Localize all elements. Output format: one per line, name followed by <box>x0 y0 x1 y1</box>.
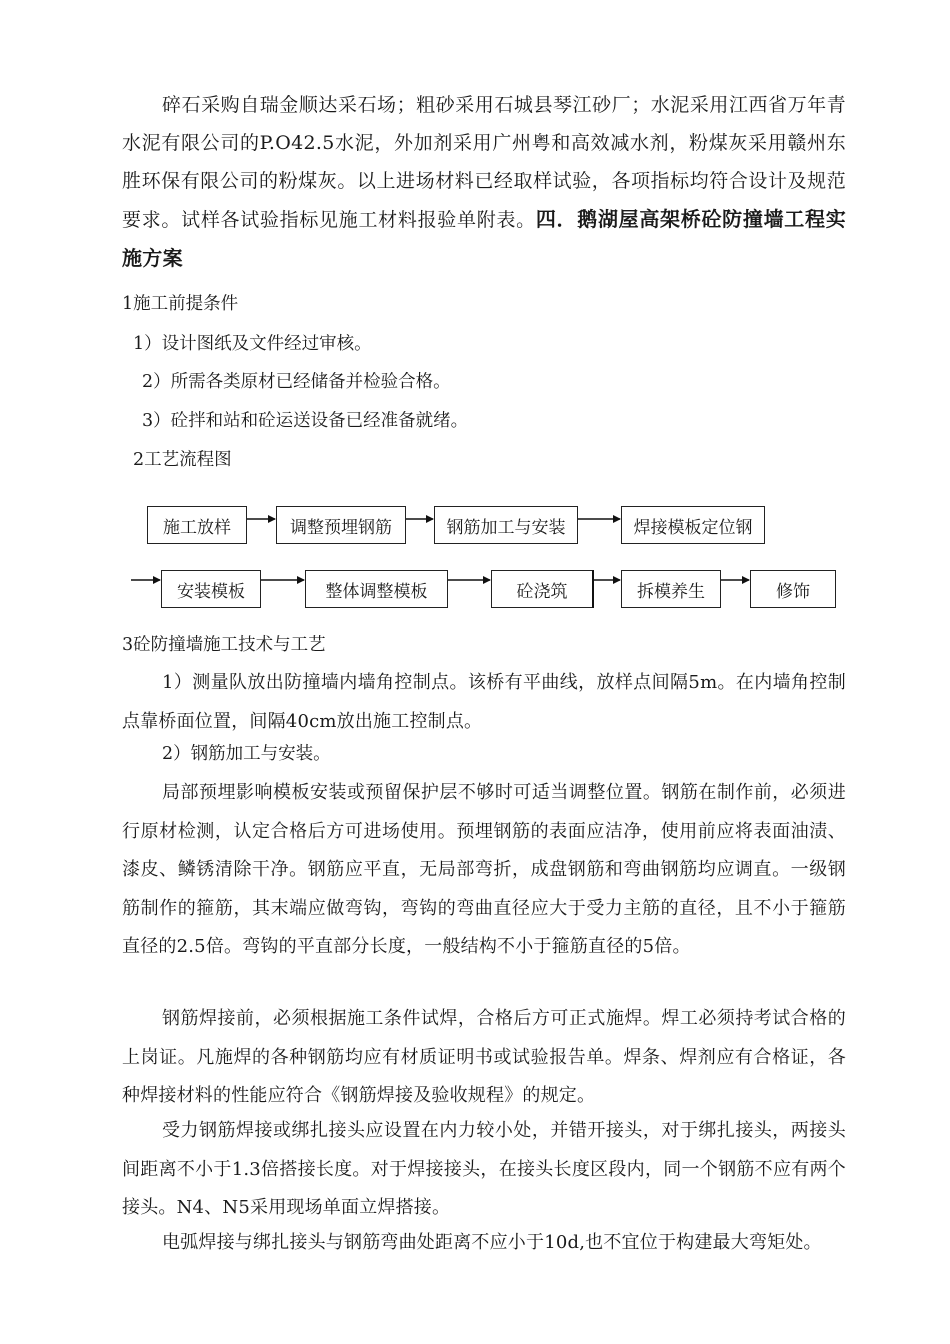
intro-text: 碎石采购自瑞金顺达采石场；粗砂采用石城县琴江砂厂；水泥采用江西省万年青水泥有限公司的P.O42.5水泥，外加剂采用广州粤和高效减水剂，粉煤灰采用赣州东胜环保有限公司的粉煤灰。以上进场材料已经取样试验，各项指标均符合设计及规范要求。试样各试验指标见施工材料报验单附表。 <box>122 94 846 231</box>
section1-title: 1施工前提条件 <box>122 294 239 314</box>
section-heading: 四．鹅湖屋高架桥砼防撞墙工程实施方案 <box>122 207 847 270</box>
section1-item-2: 2）所需各类原材已经储备并检验合格。 <box>142 372 451 392</box>
section1-item-3: 3）砼拌和站和砼运送设备已经准备就绪。 <box>142 411 469 431</box>
flow-step-2: 调整预埋钢筋 <box>276 506 406 544</box>
section1-item-1: 1）设计图纸及文件经过审核。 <box>133 334 372 354</box>
section3-para-3: 受力钢筋焊接或绑扎接头应设置在内力较小处，并错开接头，对于绑扎接头，两接头间距离不小于1.3倍搭接长度。对于焊接接头，在接头长度区段内，同一个钢筋不应有两个接头。N4、N5采用现场单面立焊搭接。 <box>122 1120 846 1218</box>
section3-title: 3砼防撞墙施工技术与工艺 <box>122 635 326 655</box>
flow-step-1: 施工放样 <box>147 506 247 544</box>
flow-step-9: 修饰 <box>750 570 836 608</box>
flow-step-5: 安装模板 <box>161 570 261 608</box>
section3-item-2: 2）钢筋加工与安装。 <box>162 744 331 764</box>
flow-step-8: 拆模养生 <box>621 570 721 608</box>
flow-step-4: 焊接模板定位钢 <box>621 506 765 544</box>
flow-step-3: 钢筋加工与安装 <box>434 506 578 544</box>
section3-para-1: 局部预埋影响模板安装或预留保护层不够时可适当调整位置。钢筋在制作前，必须进行原材检测，认定合格后方可进场使用。预埋钢筋的表面应洁净，使用前应将表面油渍、漆皮、鳞锈清除干净。钢筋应平直，无局部弯折，成盘钢筋和弯曲钢筋均应调直。一级钢筋制作的箍筋，其末端应做弯钩，弯钩的弯曲直径应大于受力主筋的直径，且不小于箍筋直径的2.5倍。弯钩的平直部分长度，一般结构不小于箍筋直径的5倍。 <box>122 782 846 957</box>
flow-step-7: 砼浇筑 <box>491 570 593 608</box>
flow-step-6: 整体调整模板 <box>305 570 448 608</box>
section2-title: 2工艺流程图 <box>133 450 232 470</box>
intro-block <box>122 86 846 278</box>
section3-para-4: 电弧焊接与绑扎接头与钢筋弯曲处距离不应小于10d,也不宜位于构建最大弯矩处。 <box>162 1232 822 1253</box>
intro-paragraph <box>122 86 846 278</box>
section3-para-2: 钢筋焊接前，必须根据施工条件试焊，合格后方可正式施焊。焊工必须持考试合格的上岗证。凡施焊的各种钢筋均应有材质证明书或试验报告单。焊条、焊剂应有合格证，各种焊接材料的性能应符合《钢筋焊接及验收规程》的规定。 <box>122 1008 846 1106</box>
section3-item-1: 1）测量队放出防撞墙内墙角控制点。该桥有平曲线，放样点间隔5m。在内墙角控制点靠桥面位置，间隔40cm放出施工控制点。 <box>122 672 846 732</box>
